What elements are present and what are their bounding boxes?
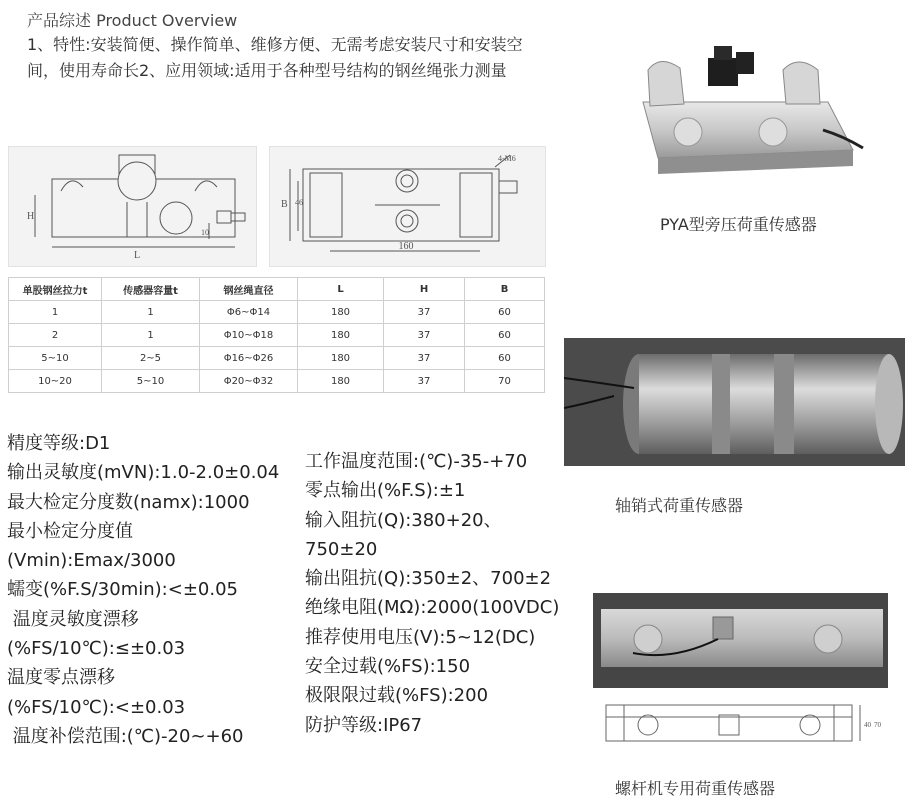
spec-line: 温度灵敏度漂移 (7, 608, 139, 630)
dim-10-label: 10 (201, 228, 209, 237)
specs-right-column (305, 447, 605, 740)
dim-h-label: H (27, 211, 35, 222)
spec-line: (Vmin):Emax/3000 (7, 550, 176, 572)
table-cell: 5~10 (9, 347, 102, 370)
top-view-svg (270, 147, 545, 266)
table-cell: 1 (102, 324, 200, 347)
table-cell: Φ10~Φ18 (200, 324, 298, 347)
spec-line: 工作温度范围:(℃)-35-+70 (305, 451, 528, 472)
table-cell: 70 (465, 370, 545, 393)
table-cell: Φ20~Φ32 (200, 370, 298, 393)
table-cell: 60 (465, 347, 545, 370)
screw-sensor-drawing (598, 695, 888, 755)
table-header-cell: H (384, 278, 465, 301)
spec-line: (%FS/10℃):≤±0.03 (7, 638, 186, 660)
table-header-cell: 传感器容量t (102, 278, 200, 301)
spec-table (8, 277, 545, 393)
table-cell: 180 (298, 301, 384, 324)
intro-text: 1、特性:安装简便、操作简单、维修方便、无需考虑安装尺寸和安装空间，使用寿命长2、应用领域:适用于各种型号结构的钢丝绳张力测量 (27, 35, 523, 80)
table-row (9, 301, 545, 324)
spec-line: 极限限过载(%FS):200 (305, 685, 489, 707)
table-header-cell: 钢丝绳直径 (200, 278, 298, 301)
front-view-drawing (8, 146, 257, 267)
table-cell: 180 (298, 370, 384, 393)
spec-line: 最大检定分度数(namx):1000 (7, 491, 250, 513)
table-cell: 1 (9, 301, 102, 324)
table-cell: 37 (384, 324, 465, 347)
screw-sensor-photo (593, 593, 888, 688)
table-cell: 60 (465, 324, 545, 347)
screw-sensor-caption: 螺杆机专用荷重传感器 (615, 779, 776, 798)
table-cell: 37 (384, 301, 465, 324)
screw-sensor-drawing-svg (598, 695, 888, 755)
spec-line: 输入阻抗(Q):380+20、 (305, 509, 502, 531)
table-cell: 37 (384, 347, 465, 370)
table-header-cell: B (465, 278, 545, 301)
table-cell: 180 (298, 347, 384, 370)
pin-sensor-photo (564, 338, 905, 466)
table-cell: Φ16~Φ26 (200, 347, 298, 370)
spec-line: 温度零点漂移 (7, 667, 115, 689)
spec-line: 输出阻抗(Q):350±2、700±2 (305, 568, 552, 590)
table-header-cell: 单股钢丝拉力t (9, 278, 102, 301)
spec-line: 零点输出(%F.S):±1 (305, 480, 466, 502)
pya-sensor-caption: PYA型旁压荷重传感器 (660, 215, 817, 234)
pin-sensor-caption: 轴销式荷重传感器 (615, 496, 744, 515)
table-row (9, 370, 545, 393)
table-header-cell: L (298, 278, 384, 301)
spec-line: 精度等级:D1 (7, 433, 111, 454)
pin-sensor-image (564, 338, 905, 466)
spec-line: 安全过载(%FS):150 (305, 656, 471, 678)
table-cell: 180 (298, 324, 384, 347)
spec-line: 750±20 (305, 538, 378, 560)
table-cell: 1 (102, 301, 200, 324)
specs-left-column (7, 429, 307, 751)
spec-line: 绝缘电阻(MΩ):2000(100VDC) (305, 597, 560, 619)
table-row (9, 324, 545, 347)
dim-70-label: 70 (874, 721, 881, 729)
dim-l-label: L (133, 250, 141, 261)
spec-line: (%FS/10℃):<±0.03 (7, 696, 186, 718)
table-cell: 37 (384, 370, 465, 393)
table-cell: Φ6~Φ14 (200, 301, 298, 324)
pya-sensor-photo (628, 40, 868, 190)
table-cell: 2 (9, 324, 102, 347)
table-cell: 60 (465, 301, 545, 324)
spec-line: 防护等级:IP67 (305, 714, 423, 736)
spec-line: 最小检定分度值 (7, 520, 133, 542)
table-cell: 10~20 (9, 370, 102, 393)
table-header-row (9, 278, 545, 301)
spec-line: 输出灵敏度(mVN):1.0-2.0±0.04 (7, 462, 280, 484)
spec-line: 温度补偿范围:(℃)-20~+60 (7, 725, 244, 747)
dim-b-label: B (281, 199, 288, 210)
dim-160-label: 160 (398, 241, 414, 252)
table-cell: 5~10 (102, 370, 200, 393)
front-view-svg (9, 147, 256, 266)
table-row (9, 347, 545, 370)
spec-line: 蠕变(%F.S/30min):<±0.05 (7, 579, 238, 601)
screw-sensor-image (593, 593, 888, 688)
dim-4m6-label: 4-M6 (498, 154, 516, 163)
table-cell: 2~5 (102, 347, 200, 370)
page-title: 产品综述 Product Overview (27, 11, 238, 30)
pya-sensor-image (628, 40, 868, 190)
top-view-drawing (269, 146, 546, 267)
dim-46-label: 46 (295, 198, 303, 207)
dim-40-label: 40 (864, 721, 871, 729)
spec-line: 推荐使用电压(V):5~12(DC) (305, 626, 536, 648)
